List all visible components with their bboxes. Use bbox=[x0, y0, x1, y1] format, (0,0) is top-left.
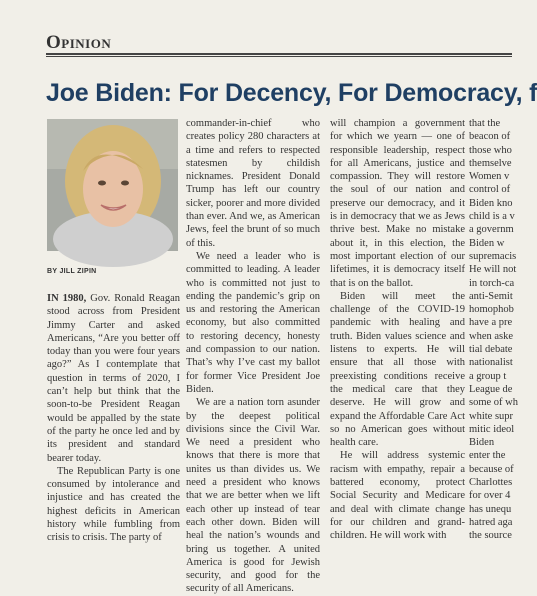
column-line: Charlottes bbox=[469, 477, 513, 489]
paragraph: The Republican Party is one consumed by intolerance and injustice and has created the highest deficits in American history while fumbling from crisis to crisis. The party of bbox=[47, 465, 180, 544]
column-line: Women v bbox=[469, 171, 510, 183]
author-portrait-image bbox=[47, 119, 178, 251]
column-line: Biden w bbox=[469, 237, 505, 249]
paragraph: We need a leader who is committed to leading. A leader who is committed not just to ending the pandemic’s grip on us and restoring the American economy, but also committed to restoring decency, honesty and compassion to our nation. That’s why I’ve cast my ballot for former Vice President Joe Biden. bbox=[186, 250, 320, 395]
byline: BY JILL ZIPIN bbox=[47, 268, 97, 275]
column-line: He will not bbox=[469, 264, 517, 276]
column-line: because of bbox=[469, 463, 514, 475]
column-line: child is a v bbox=[469, 211, 515, 223]
column-line: some of wh bbox=[469, 397, 518, 409]
section-rule-thin bbox=[46, 56, 512, 57]
paragraph: commander-in-chief who creates policy 280 characters at a time and refers to respected statesmen by childish nicknames. President Donald Trump has left our country sicker, poorer and more divided than ever. And we, as American Jews, feel the brunt of so much of this. bbox=[186, 118, 320, 249]
author-photo bbox=[47, 119, 178, 251]
column-line: has unequ bbox=[469, 503, 512, 515]
column-1 bbox=[47, 292, 180, 545]
column-line: when aske bbox=[469, 330, 514, 342]
paragraph bbox=[47, 292, 180, 465]
column-line: those who bbox=[469, 144, 512, 156]
column-line: have a pre bbox=[469, 317, 513, 329]
column-line: a group t bbox=[469, 370, 507, 382]
column-line: mitic ideol bbox=[469, 423, 515, 435]
column-line: hatred aga bbox=[469, 516, 513, 528]
column-line: League de bbox=[469, 383, 513, 395]
column-line: for over 4 bbox=[469, 490, 511, 502]
headline: Joe Biden: For Decency, For Democracy, f bbox=[46, 79, 537, 107]
column-line: control of bbox=[469, 184, 511, 196]
column-line: the source bbox=[469, 530, 512, 542]
column-3 bbox=[330, 117, 465, 543]
column-line: tial debate bbox=[469, 344, 513, 356]
paragraph: Biden will meet the challenge of the COVID-19 pandemic with healing and truth. Biden values science and listens to experts. He will ensure that all those with preexisting conditions receive the medical care that they deserve. He will grow and expand the Affordable Care Act so no American goes without health care. bbox=[330, 290, 465, 449]
column-line: white supr bbox=[469, 410, 514, 422]
column-line: enter the bbox=[469, 450, 506, 462]
column-line: a governm bbox=[469, 224, 514, 236]
column-line: that the bbox=[469, 118, 501, 129]
paragraph: We are a nation torn asunder by the deepest political divisions since the Civil War. We need a president who knows that there is more that unites us than divides us. We need a president who knows that we are better when we lift each other up instead of tear each other down. Biden will heal the nation’s wounds and bring us together. A united America is good for Jewish security, and good for the security of all Americans. bbox=[186, 397, 320, 595]
column-line: beacon of bbox=[469, 131, 511, 143]
column-line: in torch-ca bbox=[469, 277, 515, 289]
paragraph-text: Gov. Ronald Reagan stood across from President Jimmy Carter and asked Americans, “Are you better off today than you were four years ago?” As I contemplate that question in terms of 2020, I can’t help but think that the soon-to-be President Reagan would be appalled by the state of the party he once led and by its president and standard bearer today. bbox=[47, 293, 181, 464]
column-2 bbox=[186, 117, 320, 596]
section-rule bbox=[46, 53, 512, 55]
section-label: Opinion bbox=[46, 32, 112, 53]
column-line: supremacis bbox=[469, 250, 517, 262]
column-line: Biden kno bbox=[469, 197, 513, 209]
lead-in: IN 1980, bbox=[47, 293, 87, 304]
column-line: Biden bbox=[469, 437, 495, 449]
column-line: anti-Semit bbox=[469, 290, 513, 302]
column-line: homophob bbox=[469, 304, 514, 316]
paragraph: will champion a government for which we yearn — one of responsible leadership, respect for all Americans, justice and compassion. They will restore the soul of our nation and preserve our democracy, and it is in democracy that we as Jews thrive best. Make no mistake about it, in this election, the most important election of our lifetimes, it is democracy itself that is on the ballot. bbox=[330, 118, 465, 289]
column-line: nationalist bbox=[469, 357, 513, 369]
column-line: themselve bbox=[469, 157, 512, 169]
paragraph: He will address systemic racism with empathy, repair a battered economy, protect Social Security and Medicare and deal with climate change for our children and grand-children. He will work with bbox=[330, 450, 465, 542]
column-4-cropped bbox=[469, 117, 529, 543]
